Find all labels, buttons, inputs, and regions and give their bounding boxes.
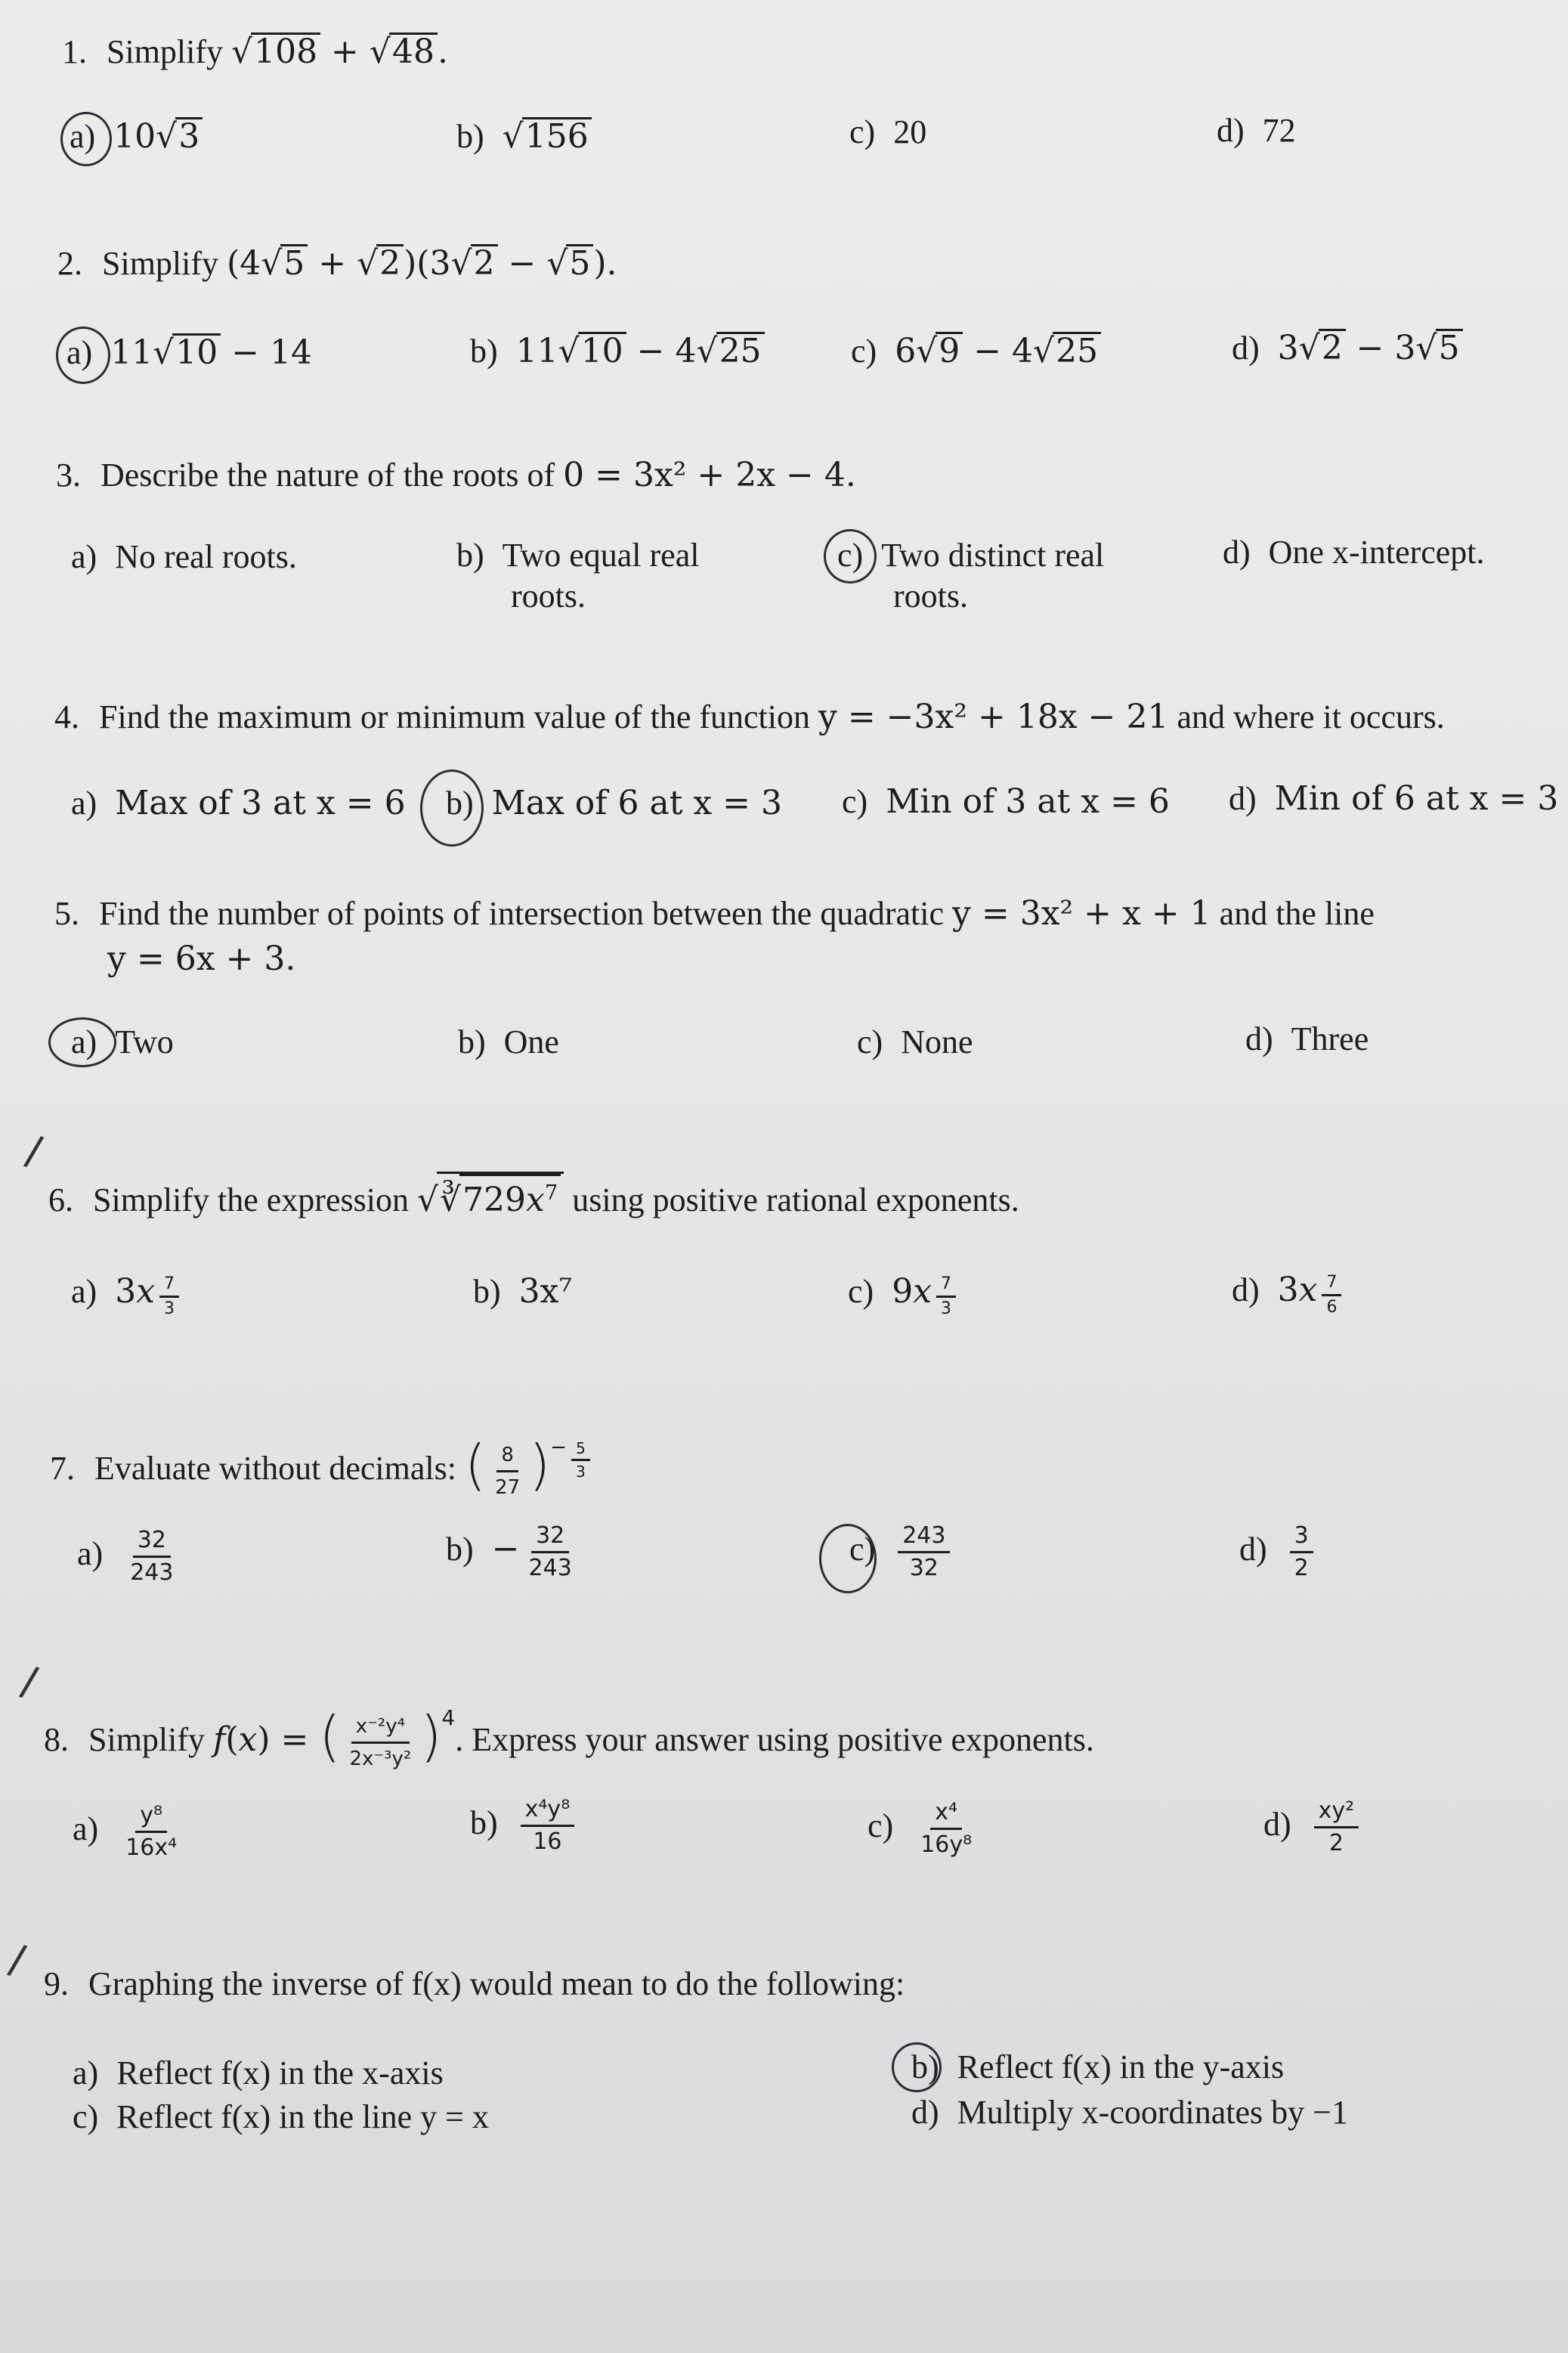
q3-option-b[interactable] [456, 534, 699, 577]
option-label: c) [842, 783, 868, 820]
question-8: 8. Simplify f(x) = ( $\frac{\text{x⁻²y⁴}}{\text{2x⁻³y²}}$ )4. Express your answer using positive exponents. [44, 1696, 1094, 1772]
handwritten-mark: / [16, 1656, 42, 1710]
question-number: 6. [48, 1181, 73, 1218]
frac-num: 243 [898, 1522, 950, 1553]
prompt-text: Simplify the expression [93, 1181, 409, 1218]
q7-option-b[interactable]: b) − $\frac{32}{243}$ [446, 1522, 581, 1582]
option-label: b) [911, 2048, 939, 2085]
frac-den: 16 [533, 1828, 562, 1855]
frac-den: 243 [528, 1555, 572, 1581]
q3-option-d[interactable] [1223, 531, 1485, 574]
question-4 [54, 695, 1445, 739]
option-label: c) [851, 333, 877, 370]
option-label: a) [71, 1023, 97, 1060]
radicand: 729 [462, 1181, 527, 1219]
exp-den: 3 [941, 1299, 952, 1318]
q9-option-c[interactable] [73, 2095, 489, 2139]
option-text: Min of 6 at x = 3 [1274, 779, 1559, 818]
prompt-text: Evaluate without decimals: [94, 1450, 456, 1487]
q8-option-d[interactable] [1263, 1797, 1363, 1857]
option-text: Max of 6 at x = 3 [491, 784, 783, 822]
q7-option-d[interactable] [1239, 1522, 1318, 1582]
frac-den: 16x⁴ [125, 1834, 178, 1861]
frac-den: 16y⁸ [920, 1831, 973, 1858]
q3-option-c[interactable] [837, 534, 1104, 577]
q3-option-a[interactable] [71, 535, 297, 579]
option-label: a) [73, 1810, 99, 1847]
answer-circle [60, 112, 112, 166]
radicand: 5 [280, 244, 308, 281]
frac-num: 3 [1290, 1522, 1313, 1553]
q1-option-c[interactable] [849, 110, 926, 154]
radicand: 2 [1319, 329, 1346, 366]
q9-option-a[interactable] [73, 2051, 444, 2095]
option-text: Min of 3 at x = 6 [886, 782, 1170, 821]
option-label: d) [1229, 780, 1257, 817]
q2-option-d[interactable]: d) 3√2 − 3√5 [1232, 327, 1463, 370]
option-text: 3x⁷ [518, 1272, 573, 1311]
question-number: 8. [44, 1721, 69, 1758]
radicand: 9 [936, 332, 963, 369]
radicand: 2 [376, 244, 404, 281]
prompt-text: and the line [1219, 895, 1375, 932]
q7-option-a[interactable] [77, 1527, 182, 1587]
question-number: 2. [57, 245, 82, 282]
frac-den: 32 [909, 1555, 939, 1581]
exp-num: 7 [1322, 1273, 1341, 1296]
q6-option-a[interactable]: a) 3x $\frac{7}{3}$ [71, 1270, 184, 1319]
option-label: c) [73, 2098, 99, 2135]
prompt-text: Simplify [88, 1721, 206, 1758]
option-label: c) [837, 537, 864, 574]
prompt-math: y = 6x + 3. [107, 940, 296, 978]
answer-circle [824, 529, 877, 584]
radicand: 108 [251, 33, 320, 70]
exp-den: 3 [576, 1463, 586, 1481]
frac-den: 2 [1294, 1555, 1309, 1581]
option-text: Max of 3 at x = 6 [115, 784, 406, 822]
option-text: One [503, 1023, 559, 1060]
answer-circle [819, 1524, 877, 1593]
option-text: roots. [893, 577, 968, 615]
frac-num: 32 [133, 1527, 171, 1558]
option-label: b) [456, 537, 484, 574]
option-label: a) [73, 2054, 99, 2091]
question-1: 1. Simplify √108 + √48. [62, 30, 448, 74]
option-label: d) [911, 2094, 939, 2131]
radicand: 5 [1436, 329, 1463, 366]
option-label: b) [456, 118, 484, 155]
exp-den: 3 [164, 1299, 175, 1318]
radicand: 10 [172, 333, 221, 370]
q6-option-c[interactable]: c) 9x $\frac{7}{3}$ [848, 1270, 960, 1319]
q3-option-c-line2 [893, 574, 968, 618]
option-label: b) [458, 1023, 486, 1060]
q2-option-b[interactable]: b) 11√10 − 4√25 [470, 330, 765, 373]
frac-den: 27 [495, 1476, 521, 1500]
question-5-line2 [107, 937, 295, 981]
option-text: Reflect f(x) in the x-axis [116, 2054, 444, 2091]
q5-option-b[interactable] [458, 1020, 559, 1064]
prompt-text: and where it occurs. [1177, 698, 1445, 735]
prompt-text: Express your answer using positive exponents. [472, 1721, 1094, 1758]
handwritten-mark: / [4, 1934, 30, 1988]
option-text: Three [1291, 1020, 1369, 1057]
question-number: 9. [44, 1965, 69, 2002]
frac-num: 32 [531, 1522, 569, 1553]
question-number: 5. [54, 895, 79, 932]
exp-num: 7 [936, 1274, 956, 1298]
answer-circle [420, 769, 484, 847]
option-label: c) [868, 1807, 894, 1844]
q9-option-b[interactable] [911, 2045, 1284, 2089]
q1-option-a[interactable]: a) 10√3 [70, 115, 203, 159]
option-text: Two distinct real [881, 537, 1105, 574]
option-label: c) [848, 1273, 874, 1310]
radicand: 3 [175, 117, 203, 154]
option-text: Reflect f(x) in the y-axis [957, 2048, 1285, 2085]
option-label: a) [71, 1273, 97, 1310]
q5-option-d[interactable] [1245, 1017, 1369, 1061]
q8-option-b[interactable] [470, 1796, 579, 1856]
exp-num: 7 [159, 1274, 179, 1298]
question-number: 7. [50, 1450, 75, 1487]
answer-circle [892, 2042, 942, 2092]
q4-option-a[interactable] [71, 782, 406, 825]
prompt-text: Describe the nature of the roots of [101, 457, 555, 494]
q9-option-d[interactable] [911, 2091, 1348, 2135]
prompt-math: y = −3x² + 18x − 21 [818, 698, 1169, 736]
option-label: d) [1239, 1530, 1267, 1568]
option-label: a) [77, 1534, 104, 1572]
frac-num: 8 [496, 1441, 518, 1472]
q6-option-d[interactable]: d) 3x $\frac{7}{6}$ [1232, 1268, 1346, 1317]
radicand: 48 [389, 33, 438, 70]
option-text: 72 [1262, 112, 1296, 149]
option-label: b) [473, 1273, 501, 1310]
frac-num: x⁻²y⁴ [351, 1713, 410, 1744]
question-5 [54, 892, 1375, 936]
option-text: 20 [893, 113, 927, 150]
question-7: 7. Evaluate without decimals: ( $\frac{8}{27}$ )− $\frac{5}{3}$ [50, 1426, 595, 1501]
option-label: b) [446, 1530, 474, 1568]
option-label: a) [71, 785, 97, 822]
q8-option-c[interactable] [868, 1799, 981, 1859]
handwritten-mark: / [20, 1125, 47, 1179]
q1-option-d[interactable] [1217, 109, 1296, 153]
prompt-text: Find the number of points of intersection between the quadratic [99, 895, 945, 932]
question-number: 1. [62, 33, 87, 70]
option-text: Multiply x-coordinates by −1 [957, 2094, 1348, 2131]
radicand: 10 [578, 332, 626, 369]
option-text: No real roots. [115, 538, 297, 575]
frac-den: 2x⁻³y² [349, 1748, 412, 1771]
option-label: d) [1263, 1805, 1291, 1843]
q8-option-a[interactable] [73, 1802, 186, 1862]
option-text: None [901, 1023, 973, 1060]
option-label: a) [71, 538, 97, 575]
prompt-text: Find the maximum or minimum value of the function [99, 698, 810, 735]
question-3 [56, 454, 856, 497]
frac-den: 243 [130, 1559, 174, 1586]
radicand: 25 [1053, 332, 1101, 369]
exp-den: 6 [1326, 1298, 1338, 1317]
question-9 [44, 1962, 905, 2006]
prompt-math: 0 = 3x² + 2x − 4. [563, 456, 856, 494]
frac-den: 2 [1328, 1830, 1344, 1856]
exp-num: 5 [571, 1439, 590, 1461]
option-label: d) [1232, 1271, 1260, 1308]
radicand: 2 [471, 244, 498, 281]
option-label: b) [446, 785, 474, 822]
q4-option-c[interactable] [842, 780, 1170, 824]
option-label: d) [1232, 330, 1260, 367]
question-number: 3. [56, 457, 81, 494]
question-6: 6. Simplify the expression $√∛729x^7$ using positive rational exponents. [48, 1172, 1019, 1222]
option-text: Two [115, 1023, 174, 1060]
q6-option-b[interactable] [473, 1270, 572, 1314]
q4-option-b[interactable] [446, 782, 782, 825]
option-label: a) [70, 118, 96, 155]
option-label: b) [470, 1803, 498, 1841]
q1-option-b[interactable]: b) √156 [456, 115, 592, 159]
prompt-text: Graphing the inverse of f(x) would mean to do the following: [88, 1965, 905, 2002]
option-label: d) [1217, 112, 1245, 149]
q2-option-a[interactable]: a) 11√10 − 14 [66, 331, 312, 375]
option-text: Reflect f(x) in the line y = x [116, 2098, 489, 2135]
option-label: d) [1245, 1020, 1273, 1057]
radicand: 156 [522, 117, 592, 154]
option-label: c) [849, 113, 876, 150]
q2-option-c[interactable]: c) 6√9 − 4√25 [851, 330, 1101, 373]
exponent: 4 [441, 1705, 456, 1730]
option-label: c) [849, 1530, 876, 1568]
question-2: 2. Simplify (4√5 + √2)(3√2 − √5). [57, 242, 617, 286]
option-label: d) [1223, 534, 1251, 571]
answer-circle [56, 327, 110, 384]
q5-option-c[interactable] [857, 1020, 973, 1064]
option-text: Two equal real [502, 537, 700, 574]
q4-option-d[interactable] [1229, 777, 1558, 821]
prompt-math: y = 3x² + x + 1 [952, 894, 1211, 933]
q3-option-b-line2 [511, 574, 586, 618]
prompt-text: using positive rational exponents. [572, 1181, 1019, 1218]
answer-circle [48, 1017, 116, 1067]
frac-num: xy² [1314, 1797, 1359, 1828]
option-text: roots. [511, 577, 586, 615]
option-label: a) [66, 334, 93, 371]
frac-num: x⁴y⁸ [521, 1796, 575, 1827]
option-label: c) [857, 1023, 883, 1060]
option-text: One x-intercept. [1268, 534, 1485, 571]
frac-num: x⁴ [930, 1799, 962, 1830]
radicand: 25 [716, 332, 765, 369]
option-label: b) [470, 333, 498, 370]
frac-num: y⁸ [135, 1802, 167, 1833]
question-number: 4. [54, 698, 79, 735]
radicand: 5 [566, 244, 593, 281]
